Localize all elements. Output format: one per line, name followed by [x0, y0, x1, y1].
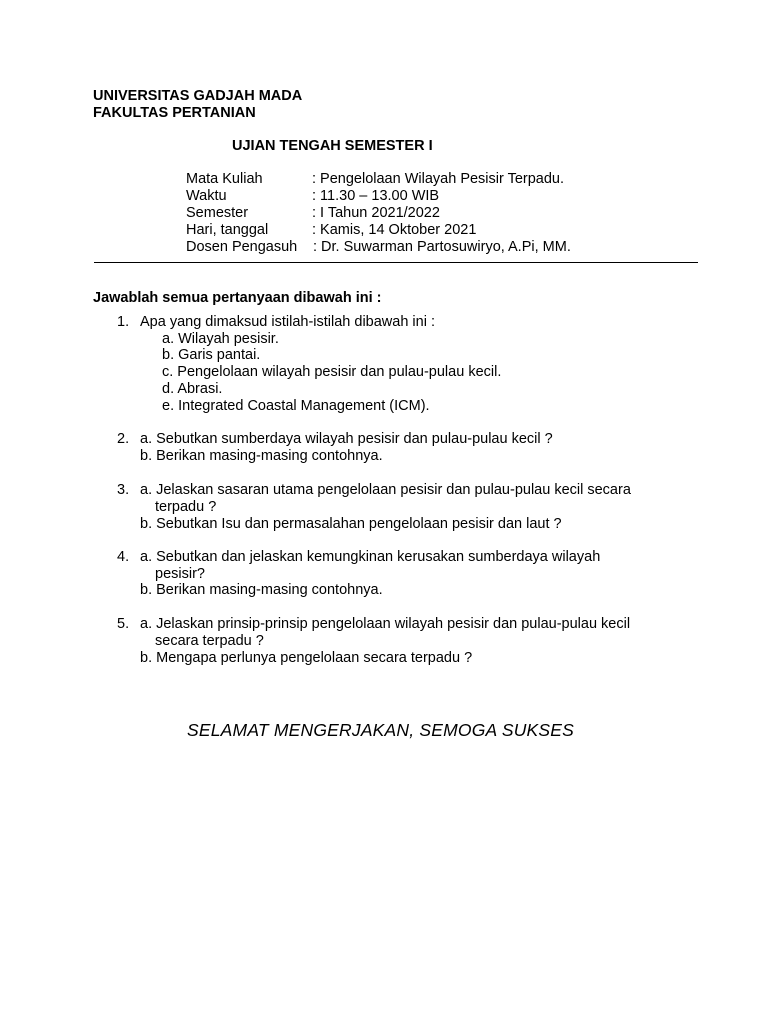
- question-5-line-b: b. Mengapa perlunya pengelolaan secara terpadu ?: [140, 650, 473, 666]
- question-4-line-a-cont: pesisir?: [155, 566, 205, 582]
- question-2-number: 2.: [117, 431, 130, 447]
- question-1-sub-e: e. Integrated Coastal Management (ICM).: [162, 398, 430, 414]
- question-1-sub-d: d. Abrasi.: [162, 381, 223, 397]
- header-divider: [94, 262, 698, 263]
- question-5-number: 5.: [117, 616, 130, 632]
- meta-value-time: : 11.30 – 13.00 WIB: [312, 188, 440, 204]
- question-3-line-a: a. Jelaskan sasaran utama pengelolaan pesisir dan pulau-pulau kecil secara: [140, 482, 631, 498]
- question-5-line-a-cont: secara terpadu ?: [155, 633, 264, 649]
- question-2-line-a: a. Sebutkan sumberdaya wilayah pesisir dan pulau-pulau kecil ?: [140, 431, 553, 447]
- question-1-number: 1.: [117, 314, 130, 330]
- meta-value-date: : Kamis, 14 Oktober 2021: [312, 222, 477, 238]
- university-name: UNIVERSITAS GADJAH MADA: [93, 88, 303, 104]
- meta-label-course: Mata Kuliah: [186, 171, 263, 187]
- exam-title: UJIAN TENGAH SEMESTER I: [232, 138, 433, 154]
- meta-value-lecturer: : Dr. Suwarman Partosuwiryo, A.Pi, MM.: [313, 239, 571, 255]
- question-5-line-a: a. Jelaskan prinsip-prinsip pengelolaan wilayah pesisir dan pulau-pulau kecil: [140, 616, 631, 632]
- question-1-text: Apa yang dimaksud istilah-istilah dibawah ini :: [140, 314, 435, 330]
- closing-message: SELAMAT MENGERJAKAN, SEMOGA SUKSES: [187, 720, 575, 740]
- meta-value-semester: : I Tahun 2021/2022: [312, 205, 440, 221]
- question-1-sub-a: a. Wilayah pesisir.: [162, 331, 279, 347]
- meta-value-course: : Pengelolaan Wilayah Pesisir Terpadu.: [312, 171, 565, 187]
- question-3-line-b: b. Sebutkan Isu dan permasalahan pengelolaan pesisir dan laut ?: [140, 516, 562, 532]
- question-3-number: 3.: [117, 482, 130, 498]
- meta-label-lecturer: Dosen Pengasuh: [186, 239, 298, 255]
- meta-label-date: Hari, tanggal: [186, 222, 269, 238]
- question-4-number: 4.: [117, 549, 130, 565]
- question-2-line-b: b. Berikan masing-masing contohnya.: [140, 448, 383, 464]
- question-1-sub-c: c. Pengelolaan wilayah pesisir dan pulau-pulau kecil.: [162, 364, 502, 380]
- faculty-name: FAKULTAS PERTANIAN: [93, 105, 256, 121]
- question-1-sub-b: b. Garis pantai.: [162, 347, 261, 363]
- meta-label-time: Waktu: [186, 188, 227, 204]
- instruction-text: Jawablah semua pertanyaan dibawah ini :: [93, 290, 382, 306]
- question-3-line-a-cont: terpadu ?: [155, 499, 217, 515]
- meta-label-semester: Semester: [186, 205, 249, 221]
- question-4-line-a: a. Sebutkan dan jelaskan kemungkinan kerusakan sumberdaya wilayah: [140, 549, 601, 565]
- question-4-line-b: b. Berikan masing-masing contohnya.: [140, 582, 383, 598]
